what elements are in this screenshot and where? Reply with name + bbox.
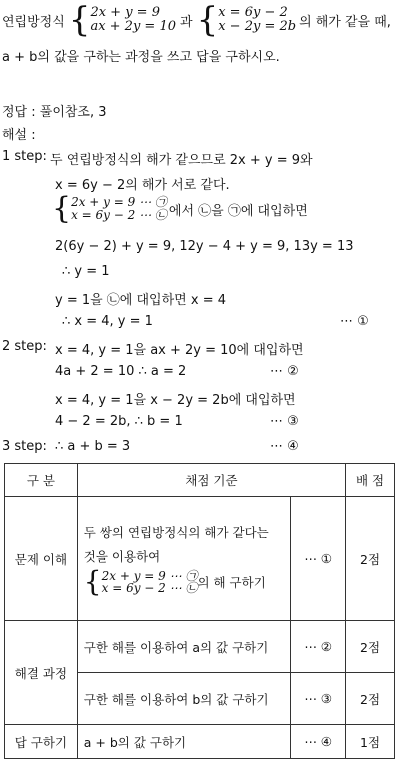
row-1-criteria-line-2: 것을 이용하여 — [83, 548, 161, 564]
step-2-mark-a: ⋯ ② — [270, 364, 299, 379]
step-2-line-3: x = 4, y = 1을 x − 2y = 2b에 대입하면 — [55, 393, 296, 408]
row-1-criteria — [77, 497, 290, 621]
row-3-score: 2점 — [346, 673, 395, 725]
step-3-text: ∴ a + b = 3 — [55, 439, 131, 454]
row-4-category: 답 구하기 — [5, 725, 78, 759]
scoring-table — [4, 463, 395, 759]
system-2-eq-1: x = 6y − 2 — [218, 5, 288, 21]
table-row — [5, 621, 395, 673]
step-2-line-4: 4 − 2 = 2b, ∴ b = 1 — [55, 414, 183, 429]
table-row — [5, 497, 395, 621]
header-score: 배 점 — [346, 464, 395, 497]
step-1-line-4: 2(6y − 2) + y = 9, 12y − 4 + y = 9, 13y = 13 — [55, 239, 354, 254]
answer-line: 정답 : 풀이참조, 3 — [2, 105, 107, 120]
header-category: 구 분 — [5, 464, 78, 497]
problem-prefix: 연립방정식 — [2, 14, 65, 30]
system-1-eq-2: ax + 2y = 10 — [90, 19, 176, 34]
step-1-system-eq-1: 2x + y = 9 ⋯ ㉠ — [71, 195, 167, 210]
problem-connector: 과 — [180, 14, 193, 30]
row-1-system: { 2x + y = 9 ⋯ ㉠ x = 6y − 2 ⋯ ㉡ 의 해 구하기 — [83, 565, 266, 599]
table-row — [5, 725, 395, 759]
problem-suffix: 의 해가 같을 때, — [299, 14, 391, 30]
row-2-mark: ⋯ ② — [291, 621, 346, 673]
step-1-line-7: ∴ x = 4, y = 1 — [62, 314, 153, 329]
row-3-criteria: 구한 해를 이용하여 b의 값 구하기 — [77, 673, 290, 725]
row-2-category: 해결 과정 — [5, 621, 78, 725]
row-4-score: 1점 — [346, 725, 395, 759]
row-1-system-suffix: 의 해 구하기 — [197, 574, 266, 590]
step-2-mark-b: ⋯ ③ — [270, 414, 299, 429]
step-1-line-2: x = 6y − 2의 해가 서로 같다. — [55, 178, 230, 193]
problem-line-2: a + b의 값을 구하는 과정을 쓰고 답을 구하시오. — [2, 50, 280, 65]
row-1-system-eq-2: x = 6y − 2 ⋯ ㉡ — [101, 581, 198, 596]
header-criteria: 채점 기준 — [77, 464, 345, 497]
step-1-line-5: ∴ y = 1 — [62, 264, 110, 279]
row-1-system-eq-1: 2x + y = 9 ⋯ ㉠ — [101, 568, 198, 583]
system-1: { 2x + y = 9 ax + 2y = 10 — [68, 0, 176, 40]
step-1-system: { 2x + y = 9 ⋯ ㉠ x = 6y − 2 ⋯ ㉡ 에서 ㉡을 ㉠에 대입하면 — [52, 191, 308, 226]
row-1-mark: ⋯ ① — [291, 497, 346, 621]
row-1-category: 문제 이해 — [5, 497, 78, 621]
row-1-score: 2점 — [346, 497, 395, 621]
step-3-label: 3 step: — [2, 439, 47, 454]
row-4-mark: ⋯ ④ — [291, 725, 346, 759]
step-1-system-eq-2: x = 6y − 2 ⋯ ㉡ — [71, 208, 167, 222]
step-3-mark: ⋯ ④ — [270, 439, 299, 454]
step-2-text: x = 4, y = 1을 ax + 2y = 10에 대입하면 — [55, 343, 304, 358]
problem-line-1 — [2, 0, 391, 40]
system-2-eq-2: x − 2y = 2b — [218, 19, 297, 34]
row-3-mark: ⋯ ③ — [291, 673, 346, 725]
step-1-label: 1 step: — [2, 149, 47, 164]
system-2: { x = 6y − 2 x − 2y = 2b — [196, 0, 297, 40]
step-1-system-suffix: 에서 ㉡을 ㉠에 대입하면 — [168, 203, 308, 219]
step-2-label: 2 step: — [2, 339, 47, 354]
step-1-text: 두 연립방정식의 해가 같으므로 2x + y = 9와 — [50, 153, 313, 168]
row-2-score: 2점 — [346, 621, 395, 673]
row-1-criteria-line-1: 두 쌍의 연립방정식의 해가 같다는 — [83, 524, 269, 540]
table-header-row — [5, 464, 395, 497]
step-1-mark: ⋯ ① — [340, 314, 369, 329]
solution-heading: 해설 : — [2, 128, 36, 143]
system-1-eq-1: 2x + y = 9 — [90, 5, 160, 21]
step-1-line-6: y = 1을 ㉡에 대입하면 x = 4 — [55, 293, 226, 308]
step-2-line-2: 4a + 2 = 10 ∴ a = 2 — [55, 364, 187, 379]
row-4-criteria: a + b의 값 구하기 — [77, 725, 290, 759]
row-2-criteria: 구한 해를 이용하여 a의 값 구하기 — [77, 621, 290, 673]
